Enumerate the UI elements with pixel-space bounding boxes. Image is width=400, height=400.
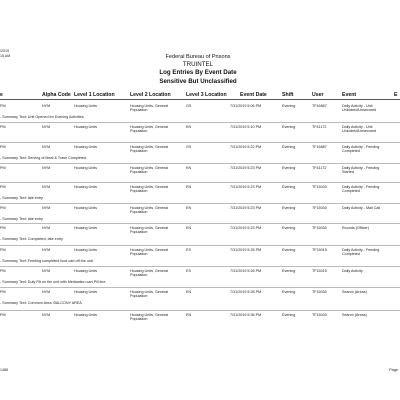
cell-event-date: 7/31/2019 5:23 PM xyxy=(230,185,262,189)
cell-level2-location: Housing Units, General Population xyxy=(130,313,169,322)
cell-level1-location: Housing Units xyxy=(74,125,97,129)
row-summary-text: - Summary Text: Serving of Meal & Trash Completed. xyxy=(0,156,88,160)
cell-event: Daily Activity xyxy=(342,269,363,273)
cell-level1-location: Housing Units xyxy=(74,290,97,294)
cell-level3-location: KN xyxy=(186,166,192,170)
cell-level3-location: EN xyxy=(186,290,192,294)
cell-level2-location: Housing Units, General Population xyxy=(130,248,169,257)
row-summary-text: - Summary Text: late entry xyxy=(0,217,43,221)
column-header-level1: Level 1 Location xyxy=(74,92,115,98)
cell-time: PM xyxy=(0,290,6,294)
cell-user: TF15015 xyxy=(312,269,327,273)
column-header-user: User xyxy=(312,92,324,98)
cell-event: Daily Activity - Feeding Completed xyxy=(342,185,380,194)
cell-level3-location: GS xyxy=(186,104,192,108)
cell-user: TF15030 xyxy=(312,313,327,317)
cell-event: Daily Activity - Feeding Completed xyxy=(342,145,380,154)
cell-event: Search (Areas) xyxy=(342,290,367,294)
column-header-extra: E xyxy=(394,92,398,98)
cell-level2-location: Housing Units, General Population xyxy=(130,145,169,154)
cell-level3-location: EN xyxy=(186,226,192,230)
cell-alpha-code: NYM xyxy=(42,313,51,317)
cell-level2-location: Housing Units, General Population xyxy=(130,290,169,299)
row-summary-text: - Summary Text: Duty PA on the unit with Medication cart Pill line xyxy=(0,280,106,284)
cell-event-date: 7/31/2019 5:26 PM xyxy=(230,269,262,273)
cell-user: TF41172 xyxy=(312,125,327,129)
cell-user: TF15015 xyxy=(312,248,327,252)
row-divider xyxy=(0,163,400,164)
cell-event: Daily Activity - Mail Call xyxy=(342,206,381,210)
row-summary-text: - Summary Text: Completed, late entry xyxy=(0,237,63,241)
cell-alpha-code: NYM xyxy=(42,166,51,170)
cell-time: PM xyxy=(0,166,6,170)
column-header-time: e xyxy=(0,92,3,98)
cell-shift: Evening xyxy=(282,206,296,210)
classification-label: Sensitive But Unclassified xyxy=(159,77,237,85)
cell-level2-location: Housing Units, General Population xyxy=(130,226,169,235)
cell-event: Daily Activity - Feeding Completed xyxy=(342,248,380,257)
cell-alpha-code: NYM xyxy=(42,269,51,273)
cell-user: TF16887 xyxy=(312,145,327,149)
cell-shift: Evening xyxy=(282,125,296,129)
cell-user: TF15030 xyxy=(312,206,327,210)
system-name: TRUINTEL xyxy=(182,61,214,69)
cell-level3-location: EN xyxy=(186,185,192,189)
row-divider xyxy=(0,142,400,143)
cell-level3-location: EN xyxy=(186,206,192,210)
row-summary-text: - Summary Text: late entry xyxy=(0,196,43,200)
row-divider xyxy=(0,182,400,183)
cell-level1-location: Housing Units xyxy=(74,206,97,210)
row-summary-text: - Summary Text: Common Area: BALCONY AREA xyxy=(0,301,82,305)
cell-shift: Evening xyxy=(282,145,296,149)
footer-page-code: 1488 xyxy=(0,368,8,372)
cell-shift: Evening xyxy=(282,226,296,230)
row-divider xyxy=(0,122,400,123)
cell-user: TF15030 xyxy=(312,290,327,294)
cell-level1-location: Housing Units xyxy=(74,248,97,252)
cell-alpha-code: NYM xyxy=(42,185,51,189)
cell-shift: Evening xyxy=(282,313,296,317)
report-header xyxy=(118,53,278,86)
column-header-alpha-code: Alpha Code xyxy=(42,92,71,98)
cell-shift: Evening xyxy=(282,185,296,189)
cell-time: PM xyxy=(0,248,6,252)
cell-event-date: 7/31/2019 5:10 PM xyxy=(230,125,262,129)
cell-event-date: 7/31/2019 5:25 PM xyxy=(230,248,262,252)
row-divider xyxy=(0,245,400,246)
cell-level1-location: Housing Units xyxy=(74,313,97,317)
cell-event-date: 7/31/2019 5:36 PM xyxy=(230,313,262,317)
cell-level1-location: Housing Units xyxy=(74,226,97,230)
cell-event: Search (Areas) xyxy=(342,313,367,317)
header-rule xyxy=(0,99,400,100)
cell-level2-location: Housing Units, General Population xyxy=(130,125,169,134)
row-divider xyxy=(0,266,400,267)
agency-name: Federal Bureau of Prisons xyxy=(165,54,231,60)
cell-shift: Evening xyxy=(282,166,296,170)
row-divider xyxy=(0,203,400,204)
cell-event: Daily Activity - Unit Unlocked/Unsecured xyxy=(342,104,377,113)
column-header-shift: Shift xyxy=(282,92,294,98)
cell-level3-location: KN xyxy=(186,125,192,129)
cell-alpha-code: NYM xyxy=(42,104,51,108)
cell-time: PM xyxy=(0,313,6,317)
row-summary-text: - Summary Text: Unit Opened for Evening Activities. xyxy=(0,115,85,119)
cell-level2-location: Housing Units, General Population xyxy=(130,206,169,215)
cell-event-date: 7/31/2019 5:22 PM xyxy=(230,145,262,149)
cell-level2-location: Housing Units, General Population xyxy=(130,104,169,113)
cell-alpha-code: NYM xyxy=(42,125,51,129)
report-title: Log Entries By Event Date xyxy=(159,69,237,77)
column-header-event-date: Event Date xyxy=(240,92,267,98)
cell-event-date: 7/31/2019 5:23 PM xyxy=(230,206,262,210)
cell-event-date: 7/31/2019 5:23 PM xyxy=(230,226,262,230)
cell-shift: Evening xyxy=(282,104,296,108)
cell-user: TF15030 xyxy=(312,185,327,189)
row-divider xyxy=(0,223,400,224)
row-divider xyxy=(0,310,400,311)
cell-time: PM xyxy=(0,226,6,230)
cell-event-date: 7/31/2019 5:23 PM xyxy=(230,166,262,170)
print-date-fragment: /2019 xyxy=(0,49,9,53)
cell-event: Daily Activity - Unit Unlocked/Unsecured xyxy=(342,125,377,134)
cell-level3-location: EN xyxy=(186,313,192,317)
cell-alpha-code: NYM xyxy=(42,145,51,149)
cell-level1-location: Housing Units xyxy=(74,185,97,189)
cell-level1-location: Housing Units xyxy=(74,104,97,108)
cell-level2-location: Housing Units, General Population xyxy=(130,269,169,278)
cell-level1-location: Housing Units xyxy=(74,145,97,149)
cell-alpha-code: NYM xyxy=(42,226,51,230)
cell-time: PM xyxy=(0,269,6,273)
cell-event: Daily Activity - Feeding Started xyxy=(342,166,380,175)
cell-time: PM xyxy=(0,185,6,189)
cell-level2-location: Housing Units, General Population xyxy=(130,185,169,194)
row-divider xyxy=(0,287,400,288)
cell-alpha-code: NYM xyxy=(42,248,51,252)
cell-level1-location: Housing Units xyxy=(74,166,97,170)
cell-shift: Evening xyxy=(282,248,296,252)
cell-event-date: 7/31/2019 5:28 PM xyxy=(230,290,262,294)
column-header-level3: Level 3 Location xyxy=(186,92,227,98)
cell-level3-location: ES xyxy=(186,248,191,252)
cell-user: TF15030 xyxy=(312,226,327,230)
cell-time: PM xyxy=(0,206,6,210)
row-summary-text: - Summary Text: Feeding completed food cart off the unit. xyxy=(0,259,94,263)
cell-event: Rounds (Officer) xyxy=(342,226,369,230)
cell-level3-location: GS xyxy=(186,145,192,149)
cell-event-date: 7/31/2019 5:06 PM xyxy=(230,104,262,108)
footer-page-label: Page xyxy=(389,368,398,372)
cell-time: PM xyxy=(0,125,6,129)
cell-user: TF16887 xyxy=(312,104,327,108)
cell-time: PM xyxy=(0,104,6,108)
column-header-level2: Level 2 Location xyxy=(130,92,171,98)
cell-shift: Evening xyxy=(282,290,296,294)
column-header-event: Event xyxy=(342,92,357,98)
cell-level3-location: ES xyxy=(186,269,191,273)
cell-shift: Evening xyxy=(282,269,296,273)
cell-level1-location: Housing Units xyxy=(74,269,97,273)
cell-user: TF41172 xyxy=(312,166,327,170)
cell-alpha-code: NYM xyxy=(42,206,51,210)
cell-level2-location: Housing Units, General Population xyxy=(130,166,169,175)
cell-alpha-code: NYM xyxy=(42,290,51,294)
cell-time: PM xyxy=(0,145,6,149)
print-time-fragment: 15 AM xyxy=(0,54,11,58)
